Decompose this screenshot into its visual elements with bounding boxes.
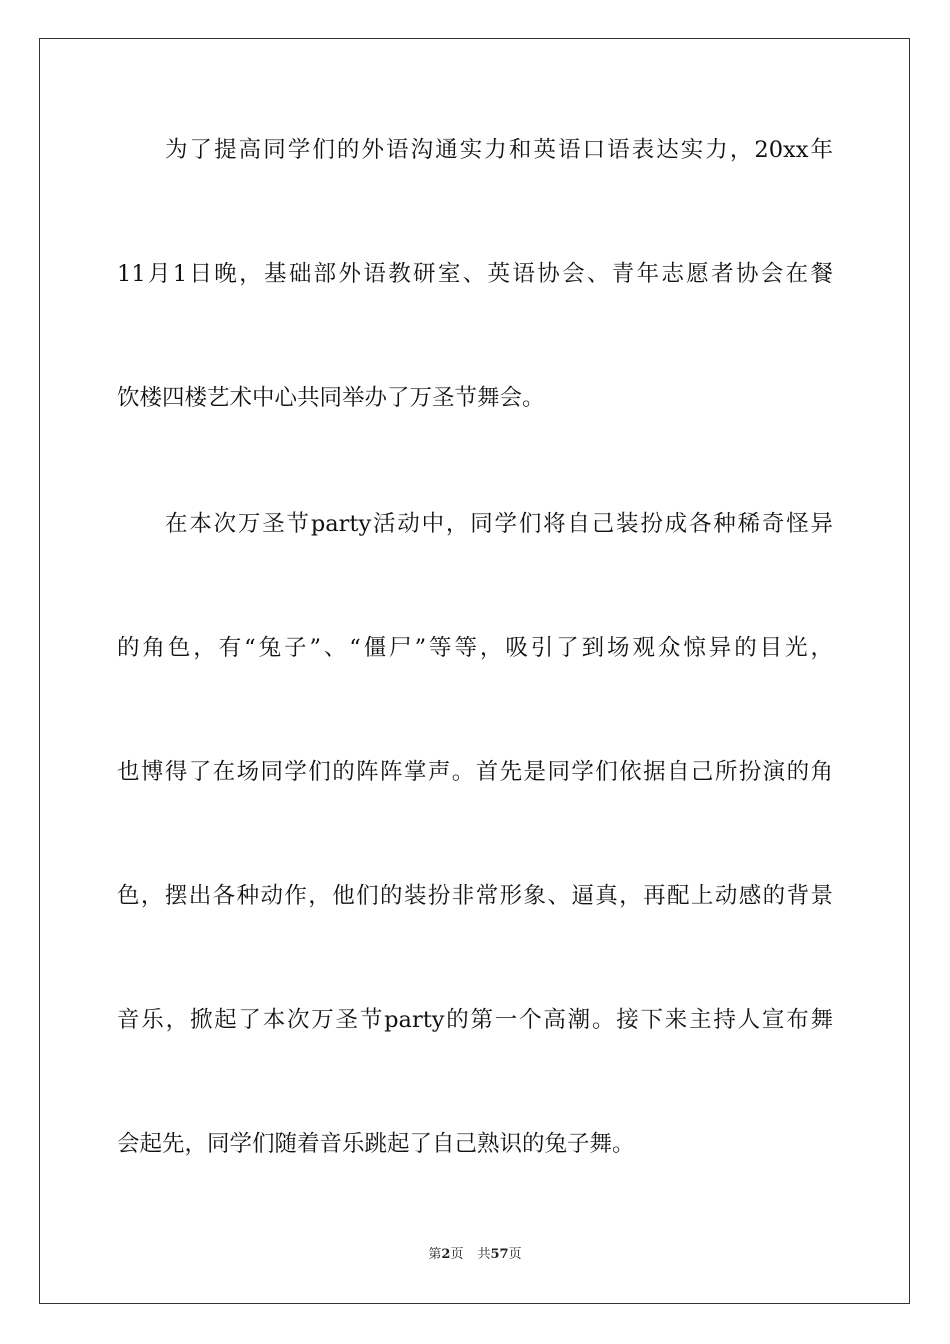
paragraph-2-line-2: 的角色，有“兔子”、“僵尸”等等，吸引了到场观众惊异的目光， bbox=[117, 635, 833, 661]
paragraph-1-line-1: 为了提高同学们的外语沟通实力和英语口语表达实力，20xx年 bbox=[165, 137, 833, 163]
total-prefix: 共 bbox=[477, 1247, 491, 1262]
paragraph-2-line-3: 也博得了在场同学们的阵阵掌声。首先是同学们依据自己所扮演的角 bbox=[117, 759, 833, 785]
paragraph-2-line-5: 音乐，掀起了本次万圣节party的第一个高潮。接下来主持人宣布舞 bbox=[117, 1007, 833, 1033]
page-prefix: 第 bbox=[428, 1247, 442, 1262]
paragraph-1-line-2: 11月1日晚，基础部外语教研室、英语协会、青年志愿者协会在餐 bbox=[117, 261, 833, 287]
paragraph-2-line-4: 色，摆出各种动作，他们的装扮非常形象、逼真，再配上动感的背景 bbox=[117, 883, 833, 909]
total-pages: 57 bbox=[490, 1247, 509, 1262]
page-number: 2 bbox=[441, 1247, 451, 1262]
total-suffix: 页 bbox=[508, 1247, 522, 1262]
page-frame bbox=[39, 38, 910, 1304]
paragraph-2-line-1: 在本次万圣节party活动中，同学们将自己装扮成各种稀奇怪异 bbox=[165, 511, 833, 537]
page-footer bbox=[0, 1247, 950, 1263]
page-suffix: 页 bbox=[450, 1247, 464, 1262]
paragraph-2-line-6: 会起先，同学们随着音乐跳起了自己熟识的兔子舞。 bbox=[117, 1131, 635, 1157]
paragraph-1-line-3: 饮楼四楼艺术中心共同举办了万圣节舞会。 bbox=[117, 385, 545, 411]
